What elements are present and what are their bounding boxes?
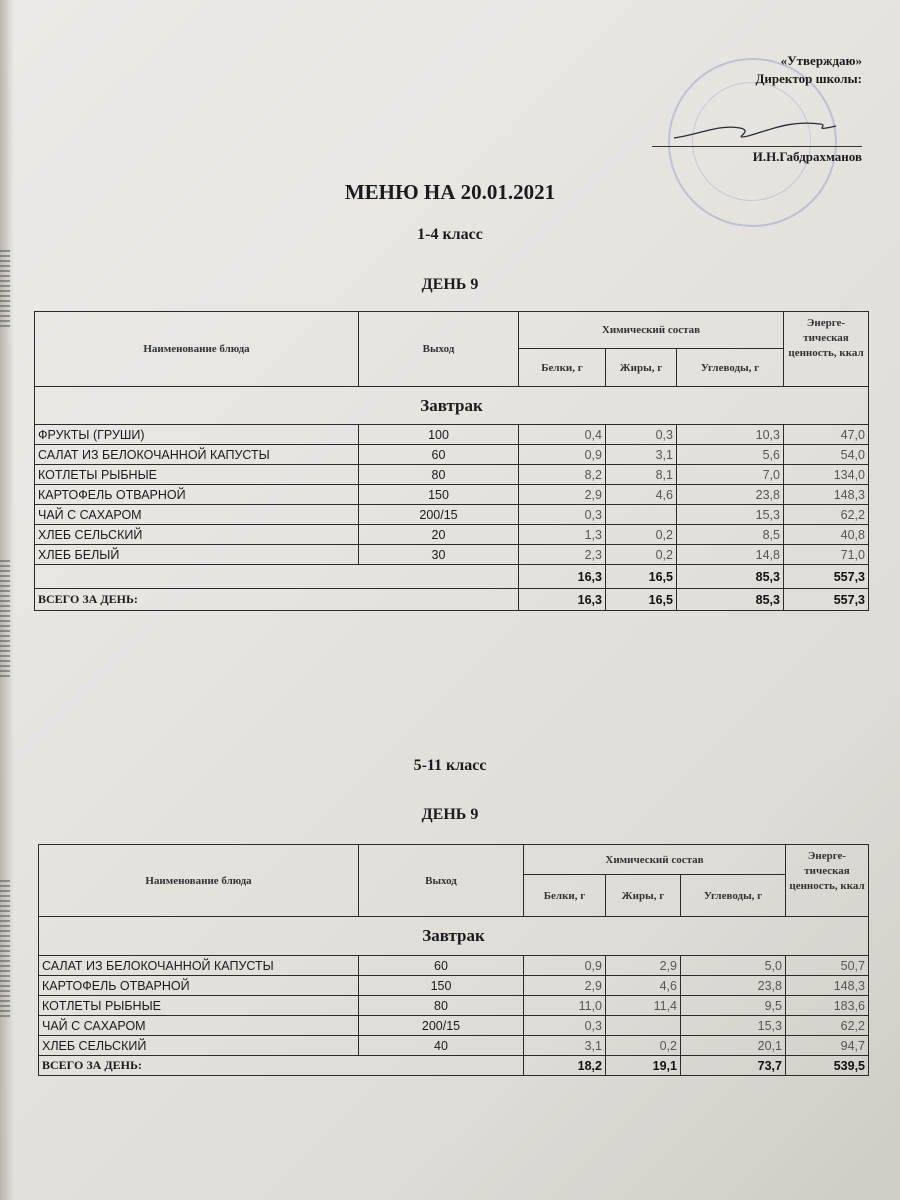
- grade-label-2: 5-11 класс: [413, 757, 487, 774]
- dish-name: ЧАЙ С САХАРОМ: [35, 505, 359, 525]
- signature-mark: [670, 114, 840, 144]
- col-header-name: Наименование блюда: [39, 845, 359, 917]
- dish-output: 200/15: [359, 1016, 524, 1036]
- dish-protein: 11,0: [524, 996, 606, 1016]
- total-fat: 16,5: [606, 589, 677, 611]
- dish-name: ЧАЙ С САХАРОМ: [39, 1016, 359, 1036]
- dish-carbs: 23,8: [677, 485, 784, 505]
- dish-carbs: 7,0: [677, 465, 784, 485]
- dish-output: 30: [359, 545, 519, 565]
- dish-fat: 0,2: [606, 525, 677, 545]
- table-row: [39, 1036, 869, 1056]
- dish-name: КАРТОФЕЛЬ ОТВАРНОЙ: [35, 485, 359, 505]
- total-carbs: 85,3: [677, 589, 784, 611]
- dish-fat: 4,6: [606, 976, 681, 996]
- approval-block: [752, 52, 862, 164]
- col-header-output: Выход: [359, 845, 524, 917]
- dish-protein: 2,3: [519, 545, 606, 565]
- dish-output: 150: [359, 976, 524, 996]
- dish-fat: 0,3: [606, 425, 677, 445]
- table-row: [35, 505, 869, 525]
- subtotal-protein: 16,3: [519, 565, 606, 589]
- col-header-fat: Жиры, г: [606, 875, 681, 917]
- day-label-2: ДЕНЬ 9: [421, 806, 479, 823]
- table-row: [39, 996, 869, 1016]
- dish-name: САЛАТ ИЗ БЕЛОКОЧАННОЙ КАПУСТЫ: [39, 956, 359, 976]
- table-row: [35, 485, 869, 505]
- dish-output: 200/15: [359, 505, 519, 525]
- table-row: [35, 525, 869, 545]
- table-row: [39, 976, 869, 996]
- dish-protein: 2,9: [524, 976, 606, 996]
- dish-energy: 62,2: [784, 505, 869, 525]
- subtotal-energy: 557,3: [784, 565, 869, 589]
- grade-label-1: 1-4 класс: [417, 226, 483, 243]
- subtotal-fat: 16,5: [606, 565, 677, 589]
- dish-energy: 183,6: [786, 996, 869, 1016]
- total-protein: 18,2: [524, 1056, 606, 1076]
- dish-energy: 54,0: [784, 445, 869, 465]
- dish-protein: 0,9: [524, 956, 606, 976]
- dish-fat: 11,4: [606, 996, 681, 1016]
- total-carbs: 73,7: [681, 1056, 786, 1076]
- col-header-carbs: Углеводы, г: [681, 875, 786, 917]
- dish-name: КОТЛЕТЫ РЫБНЫЕ: [39, 996, 359, 1016]
- dish-output: 60: [359, 445, 519, 465]
- table-row: [35, 425, 869, 445]
- dish-protein: 3,1: [524, 1036, 606, 1056]
- dish-fat: 8,1: [606, 465, 677, 485]
- dish-fat: [606, 505, 677, 525]
- dish-output: 20: [359, 525, 519, 545]
- dish-protein: 8,2: [519, 465, 606, 485]
- dish-name: ХЛЕБ БЕЛЫЙ: [35, 545, 359, 565]
- subtotal-carbs: 85,3: [677, 565, 784, 589]
- dish-output: 80: [359, 465, 519, 485]
- dish-carbs: 9,5: [681, 996, 786, 1016]
- dish-fat: 0,2: [606, 545, 677, 565]
- table-row: [39, 956, 869, 976]
- dish-carbs: 20,1: [681, 1036, 786, 1056]
- dish-protein: 2,9: [519, 485, 606, 505]
- dish-carbs: 15,3: [677, 505, 784, 525]
- menu-table-2: [38, 844, 869, 1076]
- table-row: [35, 465, 869, 485]
- table-row: [39, 1016, 869, 1036]
- col-header-protein: Белки, г: [519, 349, 606, 387]
- dish-protein: 0,3: [524, 1016, 606, 1036]
- dish-output: 150: [359, 485, 519, 505]
- dish-protein: 1,3: [519, 525, 606, 545]
- col-header-chem: Химический состав: [519, 312, 784, 349]
- dish-fat: 4,6: [606, 485, 677, 505]
- dish-output: 40: [359, 1036, 524, 1056]
- dish-carbs: 14,8: [677, 545, 784, 565]
- dish-fat: 2,9: [606, 956, 681, 976]
- dish-energy: 40,8: [784, 525, 869, 545]
- dish-energy: 94,7: [786, 1036, 869, 1056]
- subtotal-row: [35, 565, 869, 589]
- col-header-chem: Химический состав: [524, 845, 786, 875]
- dish-energy: 62,2: [786, 1016, 869, 1036]
- total-energy: 557,3: [784, 589, 869, 611]
- total-energy: 539,5: [786, 1056, 869, 1076]
- table-row: [35, 445, 869, 465]
- total-row: [39, 1056, 869, 1076]
- dish-protein: 0,9: [519, 445, 606, 465]
- dish-carbs: 10,3: [677, 425, 784, 445]
- dish-output: 100: [359, 425, 519, 445]
- dish-energy: 50,7: [786, 956, 869, 976]
- dish-carbs: 15,3: [681, 1016, 786, 1036]
- director-name: И.Н.Габдрахманов: [752, 149, 862, 164]
- col-header-output: Выход: [359, 312, 519, 387]
- dish-name: КОТЛЕТЫ РЫБНЫЕ: [35, 465, 359, 485]
- total-label: ВСЕГО ЗА ДЕНЬ:: [35, 589, 519, 611]
- dish-energy: 148,3: [784, 485, 869, 505]
- dish-energy: 134,0: [784, 465, 869, 485]
- col-header-fat: Жиры, г: [606, 349, 677, 387]
- col-header-protein: Белки, г: [524, 875, 606, 917]
- dish-name: ФРУКТЫ (ГРУШИ): [35, 425, 359, 445]
- dish-energy: 71,0: [784, 545, 869, 565]
- dish-carbs: 8,5: [677, 525, 784, 545]
- col-header-energy: Энерге-тическая ценность, ккал: [784, 312, 869, 387]
- dish-fat: [606, 1016, 681, 1036]
- meal-section-label: Завтрак: [39, 917, 869, 956]
- signature-line: [652, 146, 862, 147]
- dish-fat: 3,1: [606, 445, 677, 465]
- subtotal-empty: [35, 565, 519, 589]
- dish-name: САЛАТ ИЗ БЕЛОКОЧАННОЙ КАПУСТЫ: [35, 445, 359, 465]
- dish-name: КАРТОФЕЛЬ ОТВАРНОЙ: [39, 976, 359, 996]
- dish-protein: 0,4: [519, 425, 606, 445]
- dish-output: 80: [359, 996, 524, 1016]
- dish-carbs: 23,8: [681, 976, 786, 996]
- punch-marks: [0, 560, 10, 680]
- total-row: [35, 589, 869, 611]
- total-fat: 19,1: [606, 1056, 681, 1076]
- total-label: ВСЕГО ЗА ДЕНЬ:: [39, 1056, 524, 1076]
- punch-marks: [0, 880, 10, 1020]
- approval-line-2: Директор школы:: [755, 71, 862, 86]
- dish-energy: 47,0: [784, 425, 869, 445]
- day-label-1: ДЕНЬ 9: [421, 276, 479, 293]
- dish-carbs: 5,0: [681, 956, 786, 976]
- dish-name: ХЛЕБ СЕЛЬСКИЙ: [39, 1036, 359, 1056]
- dish-protein: 0,3: [519, 505, 606, 525]
- col-header-carbs: Углеводы, г: [677, 349, 784, 387]
- approval-line-1: «Утверждаю»: [780, 53, 862, 68]
- dish-carbs: 5,6: [677, 445, 784, 465]
- dish-energy: 148,3: [786, 976, 869, 996]
- dish-name: ХЛЕБ СЕЛЬСКИЙ: [35, 525, 359, 545]
- table-row: [35, 545, 869, 565]
- page-title: МЕНЮ НА 20.01.2021: [344, 180, 556, 204]
- total-protein: 16,3: [519, 589, 606, 611]
- dish-output: 60: [359, 956, 524, 976]
- meal-section-label: Завтрак: [35, 387, 869, 425]
- dish-fat: 0,2: [606, 1036, 681, 1056]
- menu-table-1: [34, 311, 869, 611]
- col-header-energy: Энерге-тическая ценность, ккал: [786, 845, 869, 917]
- col-header-name: Наименование блюда: [35, 312, 359, 387]
